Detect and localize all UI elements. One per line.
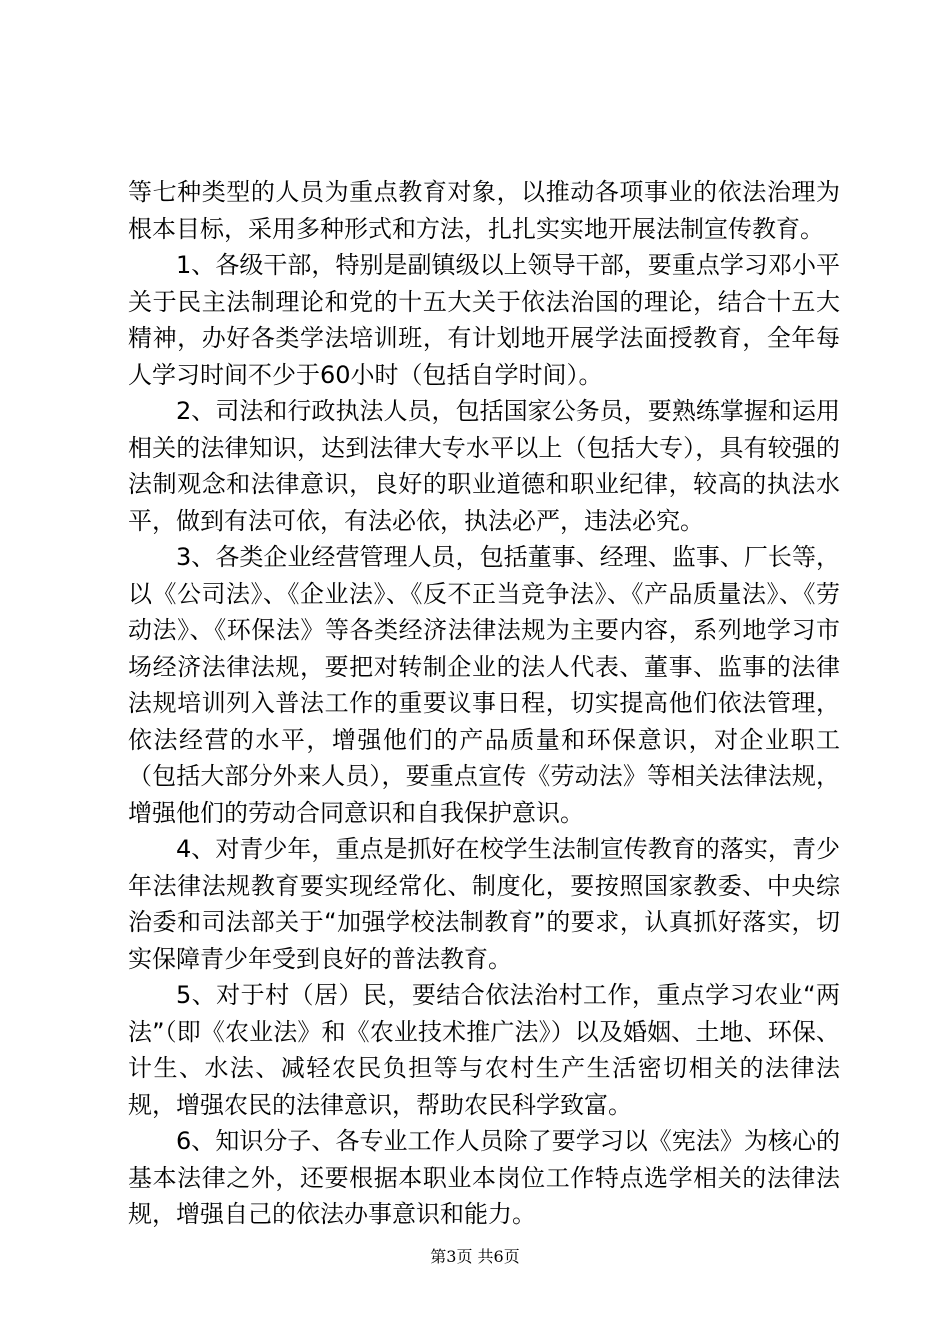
paragraph-item-2: 2、司法和行政执法人员，包括国家公务员，要熟练掌握和运用相关的法律知识，达到法律大专水平以上（包括大专），具有较强的法制观念和法律意识，良好的职业道德和职业纪律，较高的执法水平，做到有法可依，有法必依，执法必严，违法必究。 (128, 397, 840, 535)
paragraph-item-1: 1、各级干部，特别是副镇级以上领导干部，要重点学习邓小平关于民主法制理论和党的十五大关于依法治国的理论，结合十五大精神，办好各类学法培训班，有计划地开展学法面授教育，全年每人学习时间不少于60小时（包括自学时间）。 (128, 251, 840, 389)
paragraph-continuation: 等七种类型的人员为重点教育对象，以推动各项事业的依法治理为根本目标，采用多种形式和方法，扎扎实实地开展法制宣传教育。 (128, 178, 840, 243)
page-footer: 第3页 共6页 (430, 1247, 520, 1266)
document-body (128, 174, 840, 1233)
paragraph-item-4: 4、对青少年，重点是抓好在校学生法制宣传教育的落实，青少年法律法规教育要实现经常化、制度化，要按照国家教委、中央综治委和司法部关于“加强学校法制教育”的要求，认真抓好落实，切实保障青少年受到良好的普法教育。 (128, 835, 840, 973)
paragraph-item-3: 3、各类企业经营管理人员，包括董事、经理、监事、厂长等，以《公司法》、《企业法》、《反不正当竞争法》、《产品质量法》、《劳动法》、《环保法》等各类经济法律法规为主要内容，系列地学习市场经济法律法规，要把对转制企业的法人代表、董事、监事的法律法规培训列入普法工作的重要议事日程，切实提高他们依法管理，依法经营的水平，增强他们的产品质量和环保意识，对企业职工（包括大部分外来人员），要重点宣传《劳动法》等相关法律法规，增强他们的劳动合同意识和自我保护意识。 (128, 543, 840, 827)
paragraph-item-6: 6、知识分子、各专业工作人员除了要学习以《宪法》为核心的基本法律之外，还要根据本职业本岗位工作特点选学相关的法律法规，增强自己的依法办事意识和能力。 (128, 1127, 840, 1228)
paragraph-item-5: 5、对于村（居）民，要结合依法治村工作，重点学习农业“两法”（即《农业法》和《农业技术推广法》）以及婚姻、土地、环保、计生、水法、减轻农民负担等与农村生产生活密切相关的法律法规，增强农民的法律意识，帮助农民科学致富。 (128, 981, 840, 1119)
